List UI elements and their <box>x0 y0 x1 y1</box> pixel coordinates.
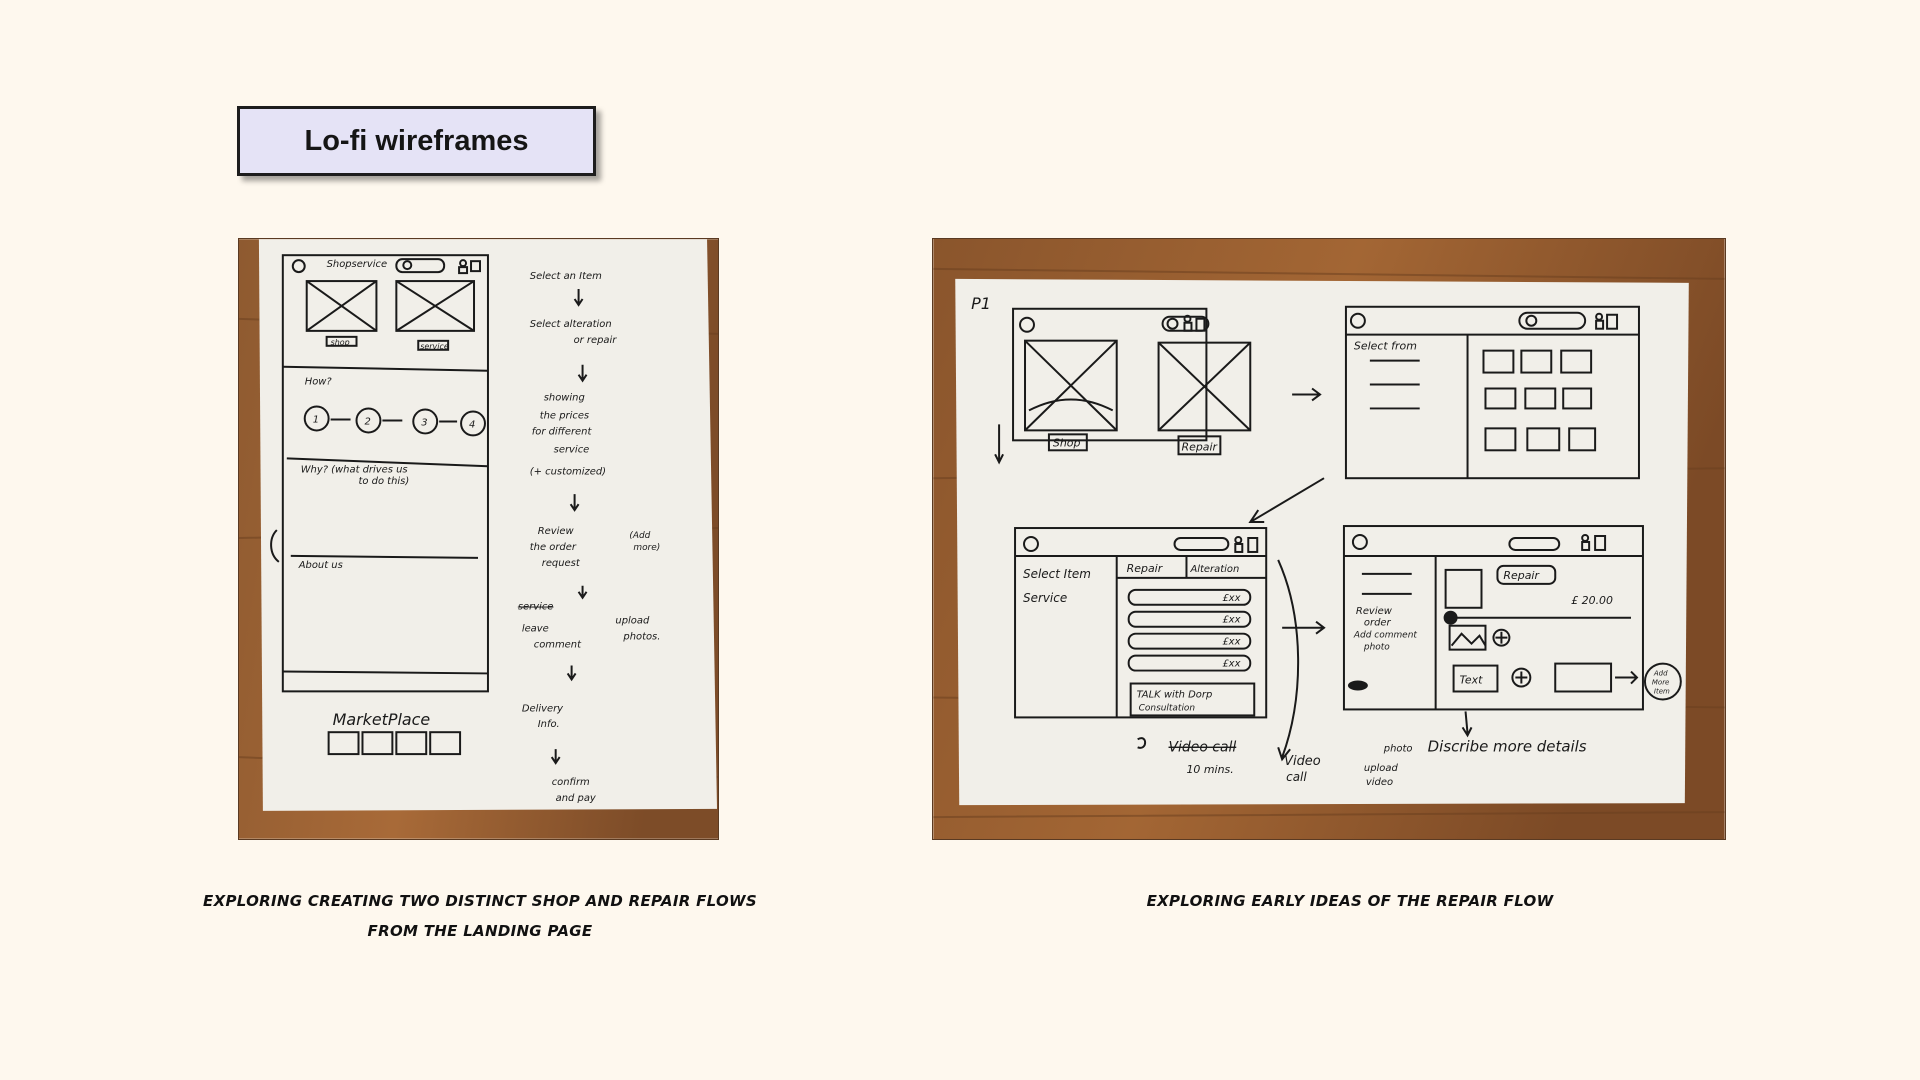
why-text-1: Why? (what drives us <box>300 464 408 476</box>
menu-select-item: Select Item <box>1023 566 1091 581</box>
text-button-label: Text <box>1459 673 1483 687</box>
note-call: call <box>1286 770 1307 785</box>
upload-note-2: photos. <box>623 631 661 643</box>
left-caption-line-1: EXPLORING CREATING TWO DISTINCT SHOP AND REPAIR FLOWS <box>203 892 757 910</box>
repair-flow-sketch-photo <box>932 238 1726 840</box>
tab-alteration: Alteration <box>1190 563 1240 575</box>
review-text-1: Review <box>1355 605 1392 617</box>
add-comment-text: Add comment <box>1353 630 1417 641</box>
flow-step-3b: the prices <box>539 410 590 422</box>
flow-step-5: leave <box>521 623 549 635</box>
price-text: £ 20.00 <box>1571 593 1614 607</box>
left-caption <box>200 886 760 946</box>
about-text: About us <box>298 559 343 571</box>
note-describe: Discribe more details <box>1427 737 1587 756</box>
price-label-2: £xx <box>1222 614 1241 626</box>
flow-step-2b: or repair <box>573 334 617 346</box>
flow-step-5b: comment <box>533 639 581 651</box>
left-caption-line-2: FROM THE LANDING PAGE <box>367 922 593 940</box>
review-text-2: order <box>1363 617 1391 629</box>
flow-step-3e: (+ customized) <box>529 466 607 478</box>
menu-service: Service <box>1023 590 1068 605</box>
add-more-item-3: Item <box>1653 687 1670 696</box>
how-text: How? <box>304 376 332 388</box>
flow-step-5-struck: service <box>517 601 554 613</box>
price-label-1: £xx <box>1222 592 1241 604</box>
flow-step-6: Delivery <box>521 703 564 715</box>
step-4: 4 <box>469 419 476 431</box>
talk-text-1: TALK with Dorp <box>1136 689 1213 701</box>
repair-button-text: Repair <box>1181 440 1218 454</box>
shop-button-text: Shop <box>1052 436 1081 450</box>
upload-note-1: upload <box>615 615 650 627</box>
step-1: 1 <box>312 414 320 426</box>
note-10-mins: 10 mins. <box>1186 763 1234 777</box>
paper-sheet <box>955 279 1689 805</box>
select-from-text: Select from <box>1353 339 1417 353</box>
tab-repair: Repair <box>1126 561 1163 575</box>
landing-sketch-photo <box>238 238 719 840</box>
add-more-item-1: Add <box>1653 669 1668 678</box>
page-title: Lo-fi wireframes <box>237 106 596 176</box>
page-label: P1 <box>971 293 991 313</box>
note-video: Video <box>1284 754 1321 770</box>
flow-step-4b: the order <box>529 541 576 553</box>
nav-shop-text: Shop <box>326 259 352 271</box>
marketplace-text: MarketPlace <box>332 710 431 730</box>
photo-text: photo <box>1363 642 1390 653</box>
tile-shop-label: shop <box>330 337 350 347</box>
price-label-3: £xx <box>1222 636 1241 648</box>
right-caption: EXPLORING EARLY IDEAS OF THE REPAIR FLOW <box>1146 892 1554 910</box>
flow-step-3d: service <box>553 444 590 456</box>
flow-step-6b: Info. <box>537 719 560 731</box>
repair-tag-text: Repair <box>1503 568 1539 582</box>
step-3: 3 <box>421 417 428 429</box>
note-video-2: video <box>1365 777 1394 789</box>
flow-step-3c: for different <box>531 426 592 438</box>
step-2: 2 <box>364 416 371 428</box>
price-label-4: £xx <box>1222 658 1241 670</box>
talk-text-2: Consultation <box>1138 703 1196 714</box>
note-photo: photo <box>1383 743 1413 755</box>
flow-step-2: Select alteration <box>529 318 612 330</box>
tile-service-label: service <box>420 341 449 351</box>
note-video-call-struck: Video call <box>1168 739 1237 756</box>
note-upload: upload <box>1363 763 1398 775</box>
why-text-2: to do this) <box>358 476 410 488</box>
flow-step-4c: request <box>541 557 580 569</box>
add-more-note-2: more) <box>633 542 661 553</box>
flow-step-4: Review <box>537 526 574 538</box>
flow-step-7: confirm <box>551 776 590 788</box>
flow-step-1: Select an Item <box>529 271 602 283</box>
flow-step-3: showing <box>543 392 585 404</box>
add-more-note-1: (Add <box>629 531 651 542</box>
nav-service-text: service <box>351 259 388 271</box>
add-more-item-2: More <box>1651 678 1670 687</box>
flow-step-7b: and pay <box>555 792 596 804</box>
